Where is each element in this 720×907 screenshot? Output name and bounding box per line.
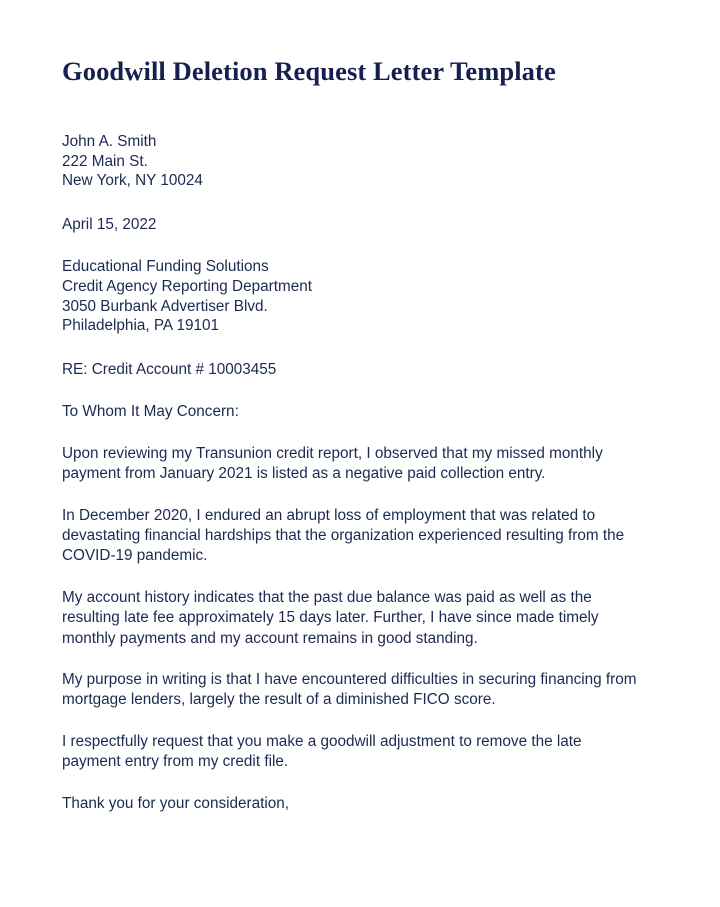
sender-name: John A. Smith: [62, 132, 157, 150]
page-title: Goodwill Deletion Request Letter Template: [62, 56, 556, 86]
body-paragraph-2: In December 2020, I endured an abrupt loss of employment that was related to devastating financial hardships that the organization experienced resulting from the COVID-19 pandemic.: [62, 506, 625, 565]
subject-text: RE: Credit Account # 10003455: [62, 361, 277, 379]
body-paragraph-4: My purpose in writing is that I have encountered difficulties in securing financing from mortgage lenders, largely the result of a diminished FICO score.: [62, 671, 637, 709]
body-paragraph-3: My account history indicates that the past due balance was paid as well as the resulting late fee approximately 15 days later. Further, I have since made timely monthly payments and my account remains in good standing.: [62, 588, 599, 647]
body-paragraph-5: I respectfully request that you make a goodwill adjustment to remove the late payment entry from my credit file.: [62, 732, 582, 771]
sender-street: 222 Main St.: [62, 152, 148, 170]
subject-line: [62, 360, 652, 380]
salutation-text: To Whom It May Concern:: [62, 402, 239, 420]
closing-line: Thank you for your consideration,: [62, 794, 290, 812]
letter-date: [62, 215, 652, 235]
date-text: April 15, 2022: [62, 216, 157, 234]
salutation: [62, 402, 652, 422]
sender-address-block: [62, 132, 652, 191]
recipient-company: Educational Funding Solutions: [62, 257, 269, 275]
recipient-department: Credit Agency Reporting Department: [62, 277, 312, 295]
recipient-address-block: [62, 257, 652, 336]
recipient-street: 3050 Burbank Advertiser Blvd.: [62, 297, 268, 315]
body-paragraph-1: Upon reviewing my Transunion credit report, I observed that my missed monthly payment from January 2021 is listed as a negative paid collection entry.: [62, 444, 603, 483]
recipient-city-state-zip: Philadelphia, PA 19101: [62, 317, 220, 335]
sender-city-state-zip: New York, NY 10024: [62, 172, 203, 190]
